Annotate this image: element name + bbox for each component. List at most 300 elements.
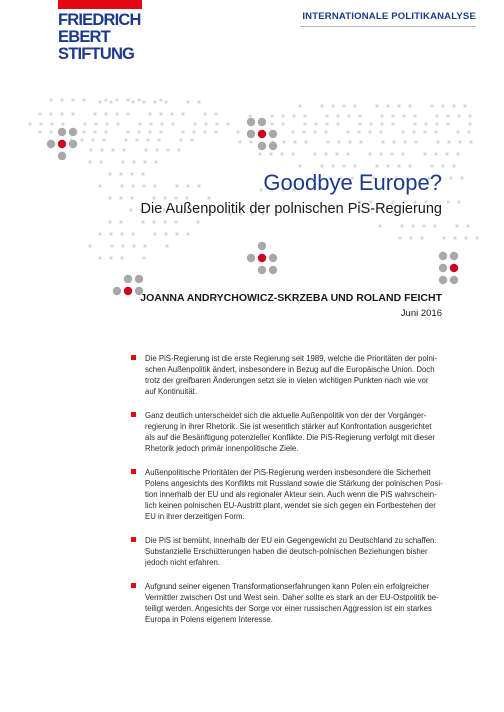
map-dot	[248, 114, 251, 117]
map-dot	[303, 114, 306, 117]
map-dot	[313, 130, 316, 133]
map-dot	[400, 224, 403, 227]
map-dot	[159, 98, 162, 101]
key-point-line: als auf die Besänftigung potenzieller Konflikte. Die PiS-Regierung verfolgt mit dieser	[145, 433, 435, 442]
map-dot	[452, 164, 455, 167]
map-dot	[126, 112, 129, 115]
map-dot	[179, 138, 182, 141]
map-dot	[108, 196, 111, 199]
key-point-line: Ganz deutlich unterscheidet sich die aktuelle Außenpolitik von der der Vorgänger-	[145, 411, 427, 420]
map-dot	[270, 122, 273, 125]
map-dot	[441, 164, 444, 167]
map-cluster-dot	[269, 266, 277, 274]
map-dot	[138, 122, 141, 125]
map-dot	[456, 130, 459, 133]
map-dot	[38, 112, 41, 115]
key-point-line: Europa in Polens eigenem Interesse.	[145, 615, 273, 624]
map-dot	[282, 140, 285, 143]
map-cluster-dot	[58, 152, 66, 160]
map-dot	[379, 130, 382, 133]
map-dot	[122, 148, 125, 151]
map-cluster-dot	[258, 142, 266, 150]
map-dot	[291, 152, 294, 155]
document-authors: JOANNA ANDRYCHOWICZ-SKRZEBA UND ROLAND FEICHT	[140, 292, 442, 304]
map-dot	[446, 200, 449, 203]
bullet-square-icon	[131, 583, 136, 588]
map-dot	[314, 122, 317, 125]
map-dot	[88, 244, 91, 247]
map-dot	[109, 256, 112, 259]
map-dot	[49, 98, 52, 101]
map-dot	[258, 152, 261, 155]
map-dot	[186, 184, 189, 187]
map-dot	[60, 98, 63, 101]
map-dot	[298, 164, 301, 167]
map-dot	[357, 130, 360, 133]
document-subtitle: Die Außenpolitik der polnischen PiS-Regierung	[140, 201, 442, 217]
map-dot	[39, 122, 42, 125]
map-dot	[408, 104, 411, 107]
map-cluster-dot	[269, 254, 277, 262]
map-dot	[420, 236, 423, 239]
map-cluster-dot	[258, 266, 266, 274]
map-dot	[304, 140, 307, 143]
map-dot	[109, 232, 112, 235]
map-dot	[28, 122, 31, 125]
key-point-line: Polens angesichts des Konflikts mit Russland sowie die Stärkung der polnischen Posi-	[145, 479, 443, 488]
map-dot	[391, 122, 394, 125]
map-dot	[132, 160, 135, 163]
map-dot	[60, 112, 63, 115]
map-dot	[302, 130, 305, 133]
map-dot	[129, 208, 132, 211]
map-cluster-dot	[439, 264, 447, 272]
map-cluster-dot	[135, 275, 143, 283]
map-dot	[441, 104, 444, 107]
map-dot	[358, 122, 361, 125]
map-highlight-dot	[258, 130, 266, 138]
key-point	[131, 581, 443, 625]
map-dot	[126, 130, 129, 133]
key-point-line: Vermittler zwischen Ost und West sein. Daher sollte es stark an der EU-Ostpolitik be-	[145, 593, 439, 602]
map-dot	[135, 138, 138, 141]
map-dot	[324, 130, 327, 133]
publication-date: Juni 2016	[400, 308, 442, 319]
map-dot	[115, 98, 118, 101]
map-dot	[386, 164, 389, 167]
map-dot	[452, 104, 455, 107]
map-dot	[403, 140, 406, 143]
map-dot	[411, 224, 414, 227]
map-dot	[142, 184, 145, 187]
key-point-line: schen Außenpolitik ändert, insbesondere in Bezug auf die Europäische Union. Doch	[145, 365, 435, 374]
map-dot	[120, 256, 123, 259]
map-dot	[120, 232, 123, 235]
map-dot	[121, 160, 124, 163]
map-dot	[324, 152, 327, 155]
document-title: Goodbye Europe?	[263, 170, 442, 195]
map-dot	[131, 184, 134, 187]
map-dot	[154, 160, 157, 163]
map-dot	[346, 152, 349, 155]
map-cluster-dot	[258, 118, 266, 126]
map-dot	[325, 122, 328, 125]
map-dot	[91, 138, 94, 141]
map-highlight-dot	[58, 140, 66, 148]
map-dot	[337, 140, 340, 143]
map-dot	[116, 122, 119, 125]
map-dot	[445, 152, 448, 155]
map-dot	[447, 140, 450, 143]
map-dot	[353, 164, 356, 167]
map-dot	[458, 140, 461, 143]
key-point-line: jedoch nicht erfahren.	[145, 558, 220, 567]
map-dot	[408, 164, 411, 167]
map-dot	[126, 98, 129, 101]
map-dot	[164, 232, 167, 235]
map-dot	[434, 152, 437, 155]
map-dot	[375, 104, 378, 107]
map-dot	[175, 184, 178, 187]
map-dot	[303, 122, 306, 125]
map-dot	[402, 114, 405, 117]
map-dot	[109, 100, 112, 103]
map-dot	[368, 130, 371, 133]
map-dot	[171, 122, 174, 125]
map-dot	[298, 104, 301, 107]
map-dot	[331, 164, 334, 167]
map-dot	[131, 100, 134, 103]
map-dot	[137, 98, 140, 101]
key-point-line: trotz der greifbaren Änderungen setzt sie in vielen wichtigen Punkten nach wie vor	[145, 376, 429, 385]
map-cluster-dot	[269, 142, 277, 150]
map-dot	[104, 98, 107, 101]
map-dot	[148, 130, 151, 133]
map-cluster-dot	[58, 128, 66, 136]
map-dot	[203, 112, 206, 115]
map-dot	[379, 152, 382, 155]
map-dot	[368, 152, 371, 155]
map-dot	[153, 184, 156, 187]
map-dot	[174, 220, 177, 223]
map-dot	[124, 138, 127, 141]
bullet-square-icon	[131, 412, 136, 417]
map-dot	[291, 130, 294, 133]
map-dot	[270, 114, 273, 117]
map-dot	[94, 122, 97, 125]
map-dot	[164, 100, 167, 103]
map-dot	[130, 172, 133, 175]
map-dot	[456, 152, 459, 155]
map-dot	[401, 152, 404, 155]
logo-red-bar	[58, 0, 142, 9]
map-dot	[455, 224, 458, 227]
map-dot	[414, 140, 417, 143]
map-dot	[401, 130, 404, 133]
map-dot	[93, 112, 96, 115]
map-dot	[446, 122, 449, 125]
map-cluster-dot	[439, 252, 447, 260]
map-dot	[104, 130, 107, 133]
map-dot	[207, 196, 210, 199]
map-dot	[214, 112, 217, 115]
logo-line-3: STIFTUNG	[58, 45, 135, 63]
key-points-list	[131, 353, 443, 638]
map-dot	[163, 220, 166, 223]
key-point	[131, 467, 443, 522]
map-dot	[104, 112, 107, 115]
map-dot	[163, 196, 166, 199]
map-dot	[292, 114, 295, 117]
map-dot	[193, 122, 196, 125]
map-dot	[397, 164, 400, 167]
bullet-square-icon	[131, 355, 136, 360]
map-dot	[423, 152, 426, 155]
map-dot	[144, 148, 147, 151]
map-dot	[381, 140, 384, 143]
key-point-line: auf Kontinuität.	[145, 387, 198, 396]
map-dot	[348, 140, 351, 143]
map-dot	[475, 236, 478, 239]
map-dot	[98, 184, 101, 187]
map-dot	[181, 130, 184, 133]
map-dot	[409, 236, 412, 239]
map-cluster-dot	[47, 140, 55, 148]
map-dot	[331, 104, 334, 107]
map-dot	[186, 100, 189, 103]
map-dot	[293, 140, 296, 143]
map-dot	[174, 196, 177, 199]
key-point-line: teiligt werden. Angesichts der Sorge vor einer russischen Aggression ist ein starkes	[145, 604, 432, 613]
map-dot	[380, 114, 383, 117]
map-dot	[149, 122, 152, 125]
map-dot	[326, 140, 329, 143]
key-point-line: tion innerhalb der EU und als regionaler Akteur sein. Auch wenn die PiS wahrschein-	[145, 490, 437, 499]
map-dot	[336, 122, 339, 125]
map-dot	[98, 100, 101, 103]
map-cluster-dot	[124, 275, 132, 283]
key-point-line: Substanzielle Erschütterungen haben die deutsch-polnischen Beziehungen bisher	[145, 547, 428, 556]
map-dot	[119, 220, 122, 223]
map-dot	[281, 114, 284, 117]
map-dot	[249, 140, 252, 143]
map-dot	[320, 104, 323, 107]
map-dot	[131, 232, 134, 235]
map-dot	[467, 130, 470, 133]
map-dot	[61, 122, 64, 125]
map-dot	[347, 114, 350, 117]
map-dot	[320, 164, 323, 167]
map-dot	[204, 122, 207, 125]
map-dot	[192, 130, 195, 133]
map-dot	[335, 152, 338, 155]
key-point-line: regierung in ihrer Rhetorik. Sie ist wesentlich stärker auf Konfrontation ausgerichtet	[145, 422, 432, 431]
map-cluster-dot	[450, 252, 458, 260]
map-dot	[466, 224, 469, 227]
map-dot	[435, 122, 438, 125]
map-dot	[397, 104, 400, 107]
map-dot	[468, 122, 471, 125]
map-dot	[392, 140, 395, 143]
map-dot	[259, 188, 262, 191]
map-dot	[186, 232, 189, 235]
map-dot	[269, 152, 272, 155]
map-dot	[160, 122, 163, 125]
map-dot	[49, 112, 52, 115]
map-dot	[430, 104, 433, 107]
map-dot	[412, 130, 415, 133]
key-point-line: Die PiS ist bemüht, innerhalb der EU ein Gegengewicht zu Deutschland zu schaffen.	[145, 536, 437, 545]
map-highlight-dot	[450, 264, 458, 272]
map-dot	[88, 160, 91, 163]
map-dot	[435, 114, 438, 117]
map-dot	[100, 148, 103, 151]
map-dot	[115, 112, 118, 115]
map-dot	[369, 122, 372, 125]
map-dot	[170, 112, 173, 115]
map-dot	[359, 140, 362, 143]
map-dot	[375, 164, 378, 167]
map-highlight-dot	[258, 254, 266, 262]
map-dot	[422, 224, 425, 227]
map-dot	[236, 130, 239, 133]
map-dot	[469, 140, 472, 143]
key-point-line: Rhetorik jedoch primär innenpolitische Ziele.	[145, 444, 299, 453]
map-dot	[386, 104, 389, 107]
key-point-line: Die PiS-Regierung ist die erste Regierung seit 1989, welche die Prioritäten der polni-	[145, 354, 438, 363]
map-dot	[119, 196, 122, 199]
map-dot	[391, 114, 394, 117]
key-point-line: Außenpolitische Prioritäten der PiS-Regierung werden insbesondere die Sicherheit	[145, 468, 431, 477]
map-cluster-dot	[69, 140, 77, 148]
map-dot	[38, 130, 41, 133]
map-dot	[196, 220, 199, 223]
map-dot	[353, 104, 356, 107]
map-dot	[120, 184, 123, 187]
map-dot	[346, 130, 349, 133]
map-dot	[177, 148, 180, 151]
map-dot	[413, 114, 416, 117]
dot-map-dots	[28, 98, 478, 295]
map-dot	[413, 122, 416, 125]
map-dot	[108, 220, 111, 223]
map-cluster-dot	[247, 254, 255, 262]
map-dot	[93, 130, 96, 133]
map-dot	[423, 130, 426, 133]
map-dot	[203, 130, 206, 133]
map-dot	[325, 114, 328, 117]
map-dot	[80, 138, 83, 141]
map-dot	[181, 112, 184, 115]
map-dot	[102, 138, 105, 141]
map-dot	[460, 176, 463, 179]
map-dot	[159, 130, 162, 133]
map-cluster-dot	[113, 287, 121, 295]
map-dot	[215, 122, 218, 125]
map-dot	[214, 130, 217, 133]
key-point	[131, 353, 443, 397]
map-dot	[137, 130, 140, 133]
map-dot	[424, 122, 427, 125]
map-dot	[468, 114, 471, 117]
fes-logo	[58, 0, 142, 63]
map-dot	[142, 100, 145, 103]
header-rule	[300, 26, 476, 27]
map-dot	[446, 114, 449, 117]
key-point-line: EU in ihrer derzeitigen Form.	[145, 512, 245, 521]
map-cluster-dot	[450, 276, 458, 284]
map-dot	[82, 98, 85, 101]
logo-line-2: EBERT	[58, 28, 110, 46]
map-dot	[141, 220, 144, 223]
map-dot	[121, 244, 124, 247]
map-cluster-dot	[258, 242, 266, 250]
map-dot	[82, 130, 85, 133]
map-dot	[463, 104, 466, 107]
logo-line-1: FRIEDRICH	[58, 11, 141, 29]
map-highlight-dot	[124, 287, 132, 295]
map-dot	[390, 152, 393, 155]
map-dot	[336, 114, 339, 117]
map-dot	[442, 236, 445, 239]
map-dot	[434, 130, 437, 133]
map-dot	[142, 256, 145, 259]
map-dot	[143, 160, 146, 163]
map-dot	[157, 138, 160, 141]
map-dot	[449, 176, 452, 179]
map-dot	[141, 172, 144, 175]
map-dot	[148, 112, 151, 115]
map-dot	[190, 138, 193, 141]
map-dot	[49, 130, 52, 133]
map-dot	[175, 232, 178, 235]
map-dot	[185, 196, 188, 199]
map-dot	[433, 224, 436, 227]
map-dot	[159, 112, 162, 115]
map-cluster-dot	[69, 128, 77, 136]
map-dot	[71, 112, 74, 115]
map-dot	[143, 244, 146, 247]
map-dot	[464, 236, 467, 239]
map-dot	[110, 244, 113, 247]
map-dot	[342, 104, 345, 107]
map-dot	[226, 122, 229, 125]
map-dot	[436, 140, 439, 143]
map-dot	[98, 232, 101, 235]
map-dot	[453, 236, 456, 239]
map-cluster-dot	[247, 118, 255, 126]
map-dot	[380, 122, 383, 125]
key-point	[131, 535, 443, 568]
map-dot	[430, 164, 433, 167]
map-dot	[105, 122, 108, 125]
map-dot	[111, 148, 114, 151]
map-dot	[165, 244, 168, 247]
map-dot	[50, 122, 53, 125]
map-dot	[342, 164, 345, 167]
map-dot	[119, 172, 122, 175]
map-dot	[152, 220, 155, 223]
map-dot	[71, 98, 74, 101]
key-point-line: Aufgrund seiner eigenen Transformationserfahrungen kann Polen ein erfolgreicher	[145, 582, 430, 591]
map-dot	[197, 184, 200, 187]
map-cluster-dot	[439, 276, 447, 284]
map-dot	[197, 100, 200, 103]
map-dot	[99, 160, 102, 163]
map-dot	[130, 196, 133, 199]
map-dot	[146, 138, 149, 141]
map-dot	[166, 148, 169, 151]
